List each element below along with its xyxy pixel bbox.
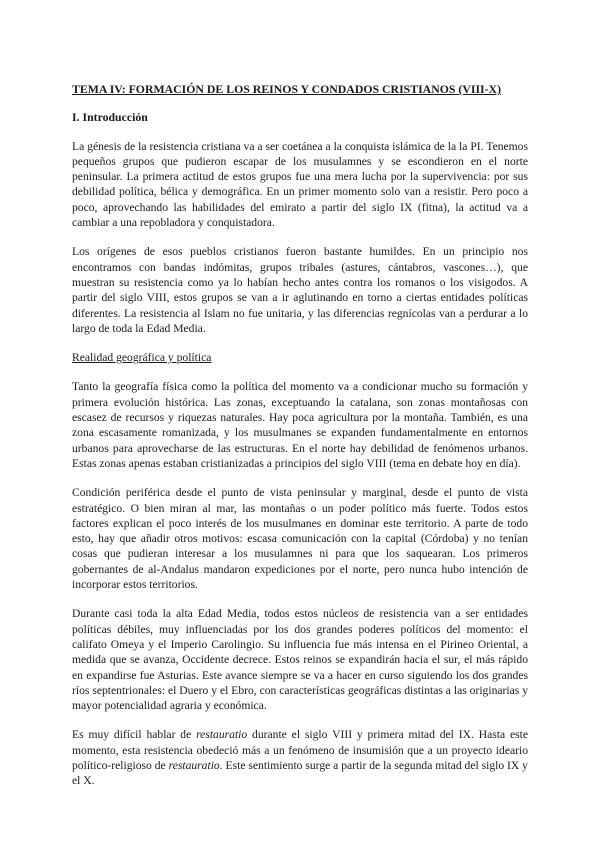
document-title: TEMA IV: FORMACIÓN DE LOS REINOS Y CONDADOS CRISTIANOS (VIII-X): [72, 82, 502, 96]
restauratio-term-2: restauratio: [168, 758, 220, 772]
paragraph-6-text-1: Es muy difícil hablar de: [72, 728, 197, 742]
section-heading: I. Introducción: [72, 110, 148, 125]
document-page: [72, 82, 528, 803]
paragraph-6: [72, 727, 528, 788]
paragraph-6-text-3: . Este sentimiento surge a partir de la segunda mitad del siglo IX y el X.: [72, 758, 528, 788]
paragraph-4: Condición periférica desde el punto de vista peninsular y marginal, desde el punto de vista estratégico. O bien miran al mar, las montañas o un poder político más fuerte. Todos estos factores explican el poco interés de los musulmanes en dominar este territorio. A parte de todo esto, hay que añadir otros motivos: escasa comunicación con la capital (Córdoba) y no tenían cosas que pudieran interesar a los musulamnes ni para que los saquearan. Los primeros gobernantes de al-Andalus mandaron expediciones por el norte, pero nunca hubo intención de incorporar estos territorios.: [72, 486, 528, 592]
paragraph-2: Los orígenes de esos pueblos cristianos fueron bastante humildes. En un principio nos encontramos con bandas indómitas, grupos tribales (astures, cántabros, vascones…), que muestran su resistencia como ya lo habían hecho antes contra los romanos o los visigodos. A partir del siglo VIII, estos grupos se van a ir aglutinando en torno a ciertas entidades políticas diferentes. La resistencia al Islam no fue unitaria, y las diferencias regnícolas van a perdurar a lo largo de toda la Edad Media.: [72, 245, 528, 335]
restauratio-term-1: restauratio: [196, 728, 248, 742]
paragraph-5: Durante casi toda la alta Edad Media, todos estos núcleos de resistencia van a ser entidades políticas débiles, muy influenciadas por los dos grandes poderes políticos del momento: el califato Omeya y el Imperio Carolingio. Su influencia fue más intensa en el Pirineo Oriental, a medida que se avanza, Occidente decrece. Estos reinos se expandirán hacia el sur, el más rápido en expandirse fue Asturias. Este avance siempre se va a hacer en curso siguiendo los dos grandes ríos septentrionales: el Duero y el Ebro, con características geográficas distintas a las originarias y mayor potencialidad agraria y económica.: [72, 607, 528, 713]
paragraph-6-text-2: durante el siglo VIII y primera mitad del IX. Hasta este momento, esta resistencia obedeció más a un fenómeno de insumisión que a un proyecto ideario político-religioso de: [72, 728, 529, 772]
paragraph-1: La génesis de la resistencia cristiana va a ser coetánea a la conquista islámica de la la PI. Tenemos pequeños grupos que pudieron escapar de los musulamnes y se escondieron en el norte peninsular. La primera actitud de estos grupos fue una mera lucha por la supervivencia: por sus debilidad política, bélica y demográfica. En un primer momento solo van a resistir. Pero poco a poco, aprovechando las habilidades del emirato a partir del siglo IX (fitna), la actitud va a cambiar a una repobladora y conquistadora.: [72, 139, 528, 230]
subheading-realidad: Realidad geográfica y política: [72, 351, 212, 365]
paragraph-3: Tanto la geografía física como la política del momento va a condicionar mucho su formación y primera evolución histórica. Las zonas, exceptuando la catalana, son zonas montañosas con escasez de recursos y riquezas naturales. Hay poca agricultura por la montaña. También, es una zona escasamente romanizada, y los musulmanes se expanden fundamentalmente en entornos urbanos para aprovecharse de las estructuras. En el norte hay debilidad de fenómenos urbanos. Estas zonas apenas estaban cristianizadas a principios del siglo VIII (tema en debate hoy en día).: [72, 380, 528, 470]
